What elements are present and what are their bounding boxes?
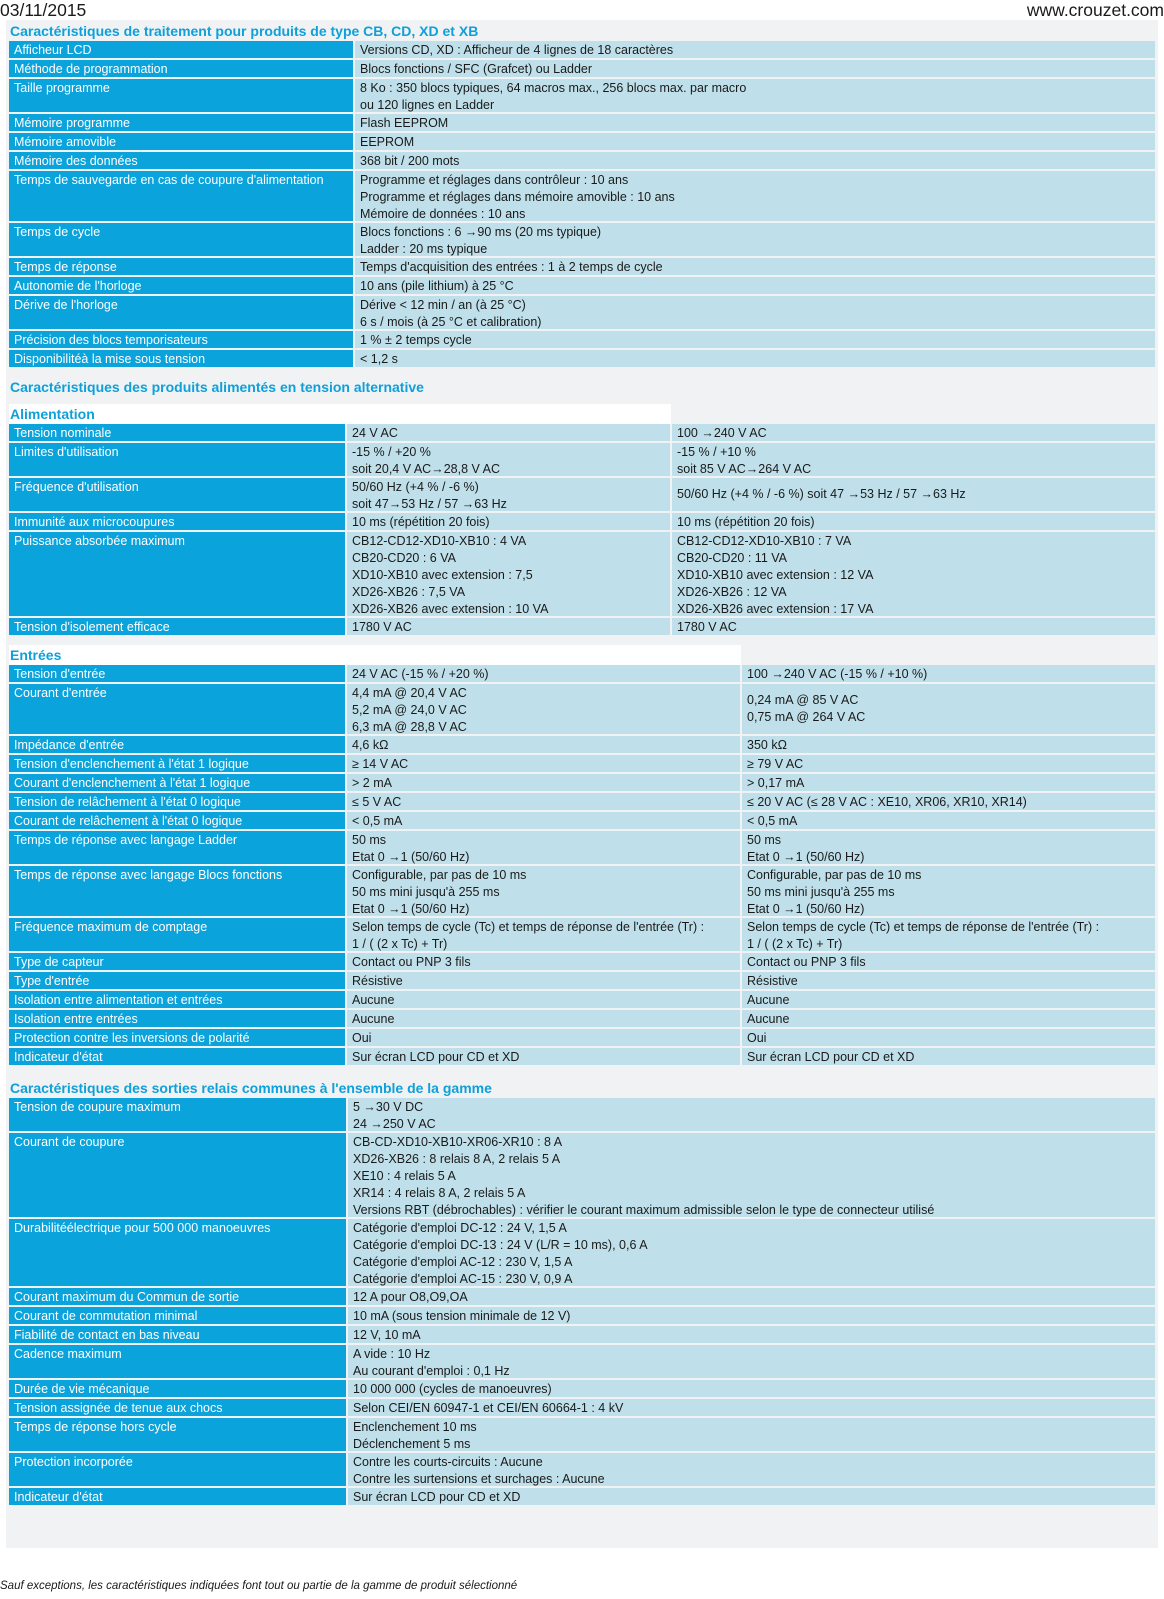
spec-value-line: Aucune bbox=[352, 993, 395, 1007]
spec-row bbox=[9, 1219, 1155, 1288]
spec-value-line: XD26-XB26 avec extension : 17 VA bbox=[677, 602, 874, 616]
spec-value bbox=[742, 991, 1155, 1008]
spec-value-line: Catégorie d'emploi DC-13 : 24 V (L/R = 10 ms), 0,6 A bbox=[353, 1238, 648, 1252]
spec-value-line: A vide : 10 Hz bbox=[353, 1347, 431, 1361]
spec-label: Tension assignée de tenue aux chocs bbox=[9, 1399, 346, 1416]
spec-row bbox=[9, 866, 1155, 918]
spec-value-line: Enclenchement 10 ms bbox=[353, 1420, 477, 1434]
spec-row bbox=[9, 60, 1155, 79]
spec-value-line: 0,24 mA @ 85 V AC bbox=[747, 693, 859, 707]
spec-value bbox=[347, 1010, 740, 1027]
spec-value-line: 4,6 kΩ bbox=[352, 738, 389, 752]
spec-value-line: 12 A pour O8,O9,OA bbox=[353, 1290, 468, 1304]
spec-value-line: 50 ms bbox=[747, 833, 782, 847]
spec-label: Durée de vie mécanique bbox=[9, 1380, 346, 1397]
spec-row bbox=[9, 1029, 1155, 1048]
spec-value bbox=[347, 866, 740, 916]
spec-value-line: 6 s / mois (à 25 °C et calibration) bbox=[360, 315, 542, 329]
spec-value-line: 50 ms mini jusqu'à 255 ms bbox=[352, 885, 500, 899]
spec-value-line: XD26-XB26 avec extension : 10 VA bbox=[352, 602, 549, 616]
spec-row bbox=[9, 1288, 1155, 1307]
spec-value-line: 50/60 Hz (+4 % / -6 %) soit 47 →53 Hz / 57 →63 Hz bbox=[677, 487, 966, 501]
characteristics-sheet bbox=[6, 20, 1158, 1548]
spec-value-line: Contre les surtensions et surchages : Aucune bbox=[353, 1472, 605, 1486]
spec-value-line: Sur écran LCD pour CD et XD bbox=[353, 1490, 521, 1504]
spec-label: Tension de coupure maximum bbox=[9, 1098, 346, 1131]
spec-row bbox=[9, 831, 1155, 866]
spec-value bbox=[347, 532, 670, 616]
spec-value-line: 12 V, 10 mA bbox=[353, 1328, 421, 1342]
spec-value bbox=[672, 513, 1155, 530]
spec-row bbox=[9, 532, 1155, 618]
spec-row bbox=[9, 793, 1155, 812]
spec-value-line: < 1,2 s bbox=[360, 352, 398, 366]
spec-value-line: 1780 V AC bbox=[677, 620, 737, 634]
spec-value-line: 100 →240 V AC bbox=[677, 426, 767, 440]
spec-row bbox=[9, 350, 1155, 369]
spec-value-line: CB20-CD20 : 11 VA bbox=[677, 551, 788, 565]
spec-value bbox=[348, 1453, 1155, 1486]
spec-value-line: 1780 V AC bbox=[352, 620, 412, 634]
spec-value bbox=[742, 918, 1155, 951]
spec-row bbox=[9, 41, 1155, 60]
spec-row bbox=[9, 79, 1155, 114]
processing-table bbox=[9, 41, 1155, 369]
page-header bbox=[0, 0, 1164, 20]
spec-value bbox=[742, 755, 1155, 772]
spec-row bbox=[9, 331, 1155, 350]
spec-value bbox=[347, 736, 740, 753]
spec-value bbox=[742, 774, 1155, 791]
spec-label: Courant d'entrée bbox=[9, 684, 345, 734]
spec-value bbox=[348, 1326, 1155, 1343]
spec-row bbox=[9, 513, 1155, 532]
spec-value bbox=[347, 443, 670, 476]
spec-value-line: EEPROM bbox=[360, 135, 415, 149]
spec-label: Afficheur LCD bbox=[9, 41, 353, 58]
spec-label: Tension d'entrée bbox=[9, 665, 345, 682]
spec-value-line: Résistive bbox=[747, 974, 798, 988]
spec-label: Courant de commutation minimal bbox=[9, 1307, 346, 1324]
spec-value-line: Blocs fonctions / SFC (Grafcet) ou Ladder bbox=[360, 62, 593, 76]
spec-value-line: Dérive < 12 min / an (à 25 °C) bbox=[360, 298, 526, 312]
spec-value-line: soit 20,4 V AC→28,8 V AC bbox=[352, 462, 500, 476]
spec-value bbox=[742, 812, 1155, 829]
spec-value-line: XD26-XB26 : 12 VA bbox=[677, 585, 787, 599]
spec-label: Temps de sauvegarde en cas de coupure d'alimentation bbox=[9, 171, 353, 221]
spec-row bbox=[9, 755, 1155, 774]
spec-row bbox=[9, 1418, 1155, 1453]
spec-value bbox=[742, 1029, 1155, 1046]
spec-value-line: 50 ms mini jusqu'à 255 ms bbox=[747, 885, 895, 899]
spec-value-line: XD26-XB26 : 8 relais 8 A, 2 relais 5 A bbox=[353, 1152, 561, 1166]
spec-value bbox=[348, 1098, 1155, 1131]
spec-value-line: 100 →240 V AC (-15 % / +10 %) bbox=[747, 667, 928, 681]
spec-value-line: 24 V AC bbox=[352, 426, 398, 440]
spec-label: Tension d'enclenchement à l'état 1 logique bbox=[9, 755, 345, 772]
spec-value-line: 50/60 Hz (+4 % / -6 %) bbox=[352, 480, 479, 494]
spec-value bbox=[355, 331, 1155, 348]
spec-value-line: Aucune bbox=[747, 993, 790, 1007]
spec-row bbox=[9, 114, 1155, 133]
spec-value bbox=[347, 774, 740, 791]
spec-value-line: 10 000 000 (cycles de manoeuvres) bbox=[353, 1382, 552, 1396]
print-date: 03/11/2015 bbox=[0, 0, 87, 20]
spec-value bbox=[355, 133, 1155, 150]
spec-value bbox=[347, 918, 740, 951]
spec-value-line: Configurable, par pas de 10 ms bbox=[352, 868, 527, 882]
spec-value-line: 368 bit / 200 mots bbox=[360, 154, 460, 168]
spec-value-line: ou 120 lignes en Ladder bbox=[360, 98, 495, 112]
spec-value-line: soit 85 V AC→264 V AC bbox=[677, 462, 812, 476]
spec-value-line: Programme et réglages dans contrôleur : 10 ans bbox=[360, 173, 629, 187]
spec-label: Protection contre les inversions de polarité bbox=[9, 1029, 345, 1046]
spec-value-line: Sur écran LCD pour CD et XD bbox=[352, 1050, 520, 1064]
spec-label: Tension nominale bbox=[9, 424, 345, 441]
spec-value-line: 5 →30 V DC bbox=[353, 1100, 424, 1114]
spec-value-line: Versions CD, XD : Afficheur de 4 lignes de 18 caractères bbox=[360, 43, 674, 57]
spec-value-line: Mémoire de données : 10 ans bbox=[360, 207, 526, 221]
spec-label: Mémoire amovible bbox=[9, 133, 353, 150]
spec-value-line: Flash EEPROM bbox=[360, 116, 449, 130]
spec-label: Fréquence d'utilisation bbox=[9, 478, 345, 511]
spec-label: Tension d'isolement efficace bbox=[9, 618, 345, 635]
spec-value-line: XR14 : 4 relais 8 A, 2 relais 5 A bbox=[353, 1186, 526, 1200]
spec-value-line: Temps d'acquisition des entrées : 1 à 2 temps de cycle bbox=[360, 260, 663, 274]
spec-value-line: ≤ 5 V AC bbox=[352, 795, 402, 809]
spec-row bbox=[9, 152, 1155, 171]
entrees-table bbox=[9, 665, 1155, 1067]
subsection-entrees-title: Entrées bbox=[9, 645, 741, 665]
spec-value-line: 10 ms (répétition 20 fois) bbox=[677, 515, 815, 529]
spec-value bbox=[742, 665, 1155, 682]
spec-label: Tension de relâchement à l'état 0 logique bbox=[9, 793, 345, 810]
spec-row bbox=[9, 171, 1155, 223]
spec-label: Taille programme bbox=[9, 79, 353, 112]
spec-value bbox=[355, 350, 1155, 367]
spec-row bbox=[9, 1048, 1155, 1067]
section-processing-title: Caractéristiques de traitement pour produits de type CB, CD, XD et XB bbox=[10, 23, 479, 39]
spec-row bbox=[9, 953, 1155, 972]
spec-value bbox=[347, 953, 740, 970]
spec-value bbox=[347, 812, 740, 829]
spec-value-line: XD26-XB26 : 7,5 VA bbox=[352, 585, 466, 599]
spec-label: Type de capteur bbox=[9, 953, 345, 970]
spec-value-line: Catégorie d'emploi AC-12 : 230 V, 1,5 A bbox=[353, 1255, 573, 1269]
spec-value-line: 0,75 mA @ 264 V AC bbox=[747, 710, 866, 724]
spec-value bbox=[348, 1380, 1155, 1397]
spec-value-line: Déclenchement 5 ms bbox=[353, 1437, 471, 1451]
spec-value-line: 1 / ( (2 x Tc) + Tr) bbox=[352, 937, 448, 951]
spec-label: Mémoire programme bbox=[9, 114, 353, 131]
spec-value-line: Etat 0 →1 (50/60 Hz) bbox=[352, 850, 470, 864]
spec-value bbox=[742, 1010, 1155, 1027]
spec-value bbox=[672, 532, 1155, 616]
spec-row bbox=[9, 918, 1155, 953]
spec-row bbox=[9, 258, 1155, 277]
spec-value-line: 8 Ko : 350 blocs typiques, 64 macros max., 256 blocs max. par macro bbox=[360, 81, 747, 95]
spec-value-line: 10 ms (répétition 20 fois) bbox=[352, 515, 490, 529]
spec-value-line: Aucune bbox=[747, 1012, 790, 1026]
spec-label: Indicateur d'état bbox=[9, 1488, 346, 1505]
spec-row bbox=[9, 1488, 1155, 1507]
spec-value bbox=[347, 478, 670, 511]
spec-value bbox=[347, 684, 740, 734]
spec-value-line: Contre les courts-circuits : Aucune bbox=[353, 1455, 543, 1469]
spec-label: Temps de réponse avec langage Ladder bbox=[9, 831, 345, 864]
spec-label: Courant maximum du Commun de sortie bbox=[9, 1288, 346, 1305]
spec-value-line: Oui bbox=[352, 1031, 372, 1045]
spec-value-line: Contact ou PNP 3 fils bbox=[352, 955, 471, 969]
spec-value bbox=[347, 665, 740, 682]
spec-label: Type d'entrée bbox=[9, 972, 345, 989]
spec-label: Isolation entre alimentation et entrées bbox=[9, 991, 345, 1008]
spec-value-line: ≥ 79 V AC bbox=[747, 757, 804, 771]
spec-value bbox=[347, 831, 740, 864]
spec-label: Autonomie de l'horloge bbox=[9, 277, 353, 294]
spec-value-line: Etat 0 →1 (50/60 Hz) bbox=[747, 850, 865, 864]
spec-value bbox=[355, 41, 1155, 58]
spec-row bbox=[9, 972, 1155, 991]
spec-row bbox=[9, 296, 1155, 331]
spec-value-line: Sur écran LCD pour CD et XD bbox=[747, 1050, 915, 1064]
spec-label: Courant de coupure bbox=[9, 1133, 346, 1217]
spec-value bbox=[355, 258, 1155, 275]
spec-row bbox=[9, 424, 1155, 443]
spec-row bbox=[9, 812, 1155, 831]
spec-row bbox=[9, 1399, 1155, 1418]
spec-row bbox=[9, 1380, 1155, 1399]
spec-value bbox=[348, 1345, 1155, 1378]
spec-value-line: Contact ou PNP 3 fils bbox=[747, 955, 866, 969]
spec-value bbox=[347, 1048, 740, 1065]
spec-label: Protection incorporée bbox=[9, 1453, 346, 1486]
spec-value bbox=[355, 114, 1155, 131]
spec-row bbox=[9, 991, 1155, 1010]
spec-value bbox=[672, 618, 1155, 635]
spec-value bbox=[355, 152, 1155, 169]
spec-value-line: CB12-CD12-XD10-XB10 : 4 VA bbox=[352, 534, 527, 548]
spec-row bbox=[9, 133, 1155, 152]
spec-row bbox=[9, 1098, 1155, 1133]
spec-value-line: Etat 0 →1 (50/60 Hz) bbox=[352, 902, 470, 916]
spec-value-line: 1 % ± 2 temps cycle bbox=[360, 333, 472, 347]
spec-value bbox=[742, 866, 1155, 916]
spec-label: Cadence maximum bbox=[9, 1345, 346, 1378]
spec-row bbox=[9, 478, 1155, 513]
spec-value-line: XE10 : 4 relais 5 A bbox=[353, 1169, 456, 1183]
spec-value bbox=[355, 296, 1155, 329]
spec-value-line: -15 % / +10 % bbox=[677, 445, 756, 459]
spec-value bbox=[347, 793, 740, 810]
subsection-alimentation-title: Alimentation bbox=[9, 404, 671, 424]
spec-label: Précision des blocs temporisateurs bbox=[9, 331, 353, 348]
spec-value-line: 10 ans (pile lithium) à 25 °C bbox=[360, 279, 514, 293]
spec-label: Temps de réponse avec langage Blocs fonctions bbox=[9, 866, 345, 916]
section-ac-title: Caractéristiques des produits alimentés en tension alternative bbox=[10, 379, 424, 395]
spec-value-line: Programme et réglages dans mémoire amovible : 10 ans bbox=[360, 190, 675, 204]
spec-value-line: Au courant d'emploi : 0,1 Hz bbox=[353, 1364, 510, 1378]
spec-value-line: soit 47→53 Hz / 57 →63 Hz bbox=[352, 497, 507, 511]
spec-value-line: XD10-XB10 avec extension : 12 VA bbox=[677, 568, 874, 582]
spec-value-line: CB-CD-XD10-XB10-XR06-XR10 : 8 A bbox=[353, 1135, 563, 1149]
section-relay-title: Caractéristiques des sorties relais communes à l'ensemble de la gamme bbox=[10, 1080, 492, 1096]
spec-value-line: Résistive bbox=[352, 974, 403, 988]
spec-value-line: -15 % / +20 % bbox=[352, 445, 431, 459]
spec-label: Méthode de programmation bbox=[9, 60, 353, 77]
spec-value-line: Aucune bbox=[352, 1012, 395, 1026]
spec-row bbox=[9, 443, 1155, 478]
spec-value bbox=[742, 684, 1155, 734]
spec-label: Mémoire des données bbox=[9, 152, 353, 169]
spec-label: Immunité aux microcoupures bbox=[9, 513, 345, 530]
spec-value-line: 1 / ( (2 x Tc) + Tr) bbox=[747, 937, 843, 951]
spec-label: Dérive de l'horloge bbox=[9, 296, 353, 329]
spec-row bbox=[9, 618, 1155, 637]
spec-value-line: 5,2 mA @ 24,0 V AC bbox=[352, 703, 467, 717]
spec-label: Temps de réponse hors cycle bbox=[9, 1418, 346, 1451]
spec-value bbox=[672, 443, 1155, 476]
spec-value-line: 24 →250 V AC bbox=[353, 1117, 436, 1131]
spec-row bbox=[9, 223, 1155, 258]
spec-value bbox=[348, 1399, 1155, 1416]
spec-value bbox=[672, 424, 1155, 441]
spec-value-line: > 0,17 mA bbox=[747, 776, 805, 790]
spec-label: Fréquence maximum de comptage bbox=[9, 918, 345, 951]
spec-value bbox=[742, 793, 1155, 810]
spec-row bbox=[9, 1453, 1155, 1488]
spec-value bbox=[355, 223, 1155, 256]
spec-value-line: Selon temps de cycle (Tc) et temps de réponse de l'entrée (Tr) : bbox=[747, 920, 1100, 934]
spec-row bbox=[9, 736, 1155, 755]
spec-value-line: 50 ms bbox=[352, 833, 387, 847]
spec-row bbox=[9, 774, 1155, 793]
spec-label: Indicateur d'état bbox=[9, 1048, 345, 1065]
spec-value-line: ≤ 20 V AC (≤ 28 V AC : XE10, XR06, XR10, XR14) bbox=[747, 795, 1027, 809]
spec-label: Temps de cycle bbox=[9, 223, 353, 256]
spec-value-line: XD10-XB10 avec extension : 7,5 bbox=[352, 568, 533, 582]
spec-value bbox=[347, 755, 740, 772]
spec-label: Isolation entre entrées bbox=[9, 1010, 345, 1027]
relay-outputs-table bbox=[9, 1098, 1155, 1507]
spec-value bbox=[348, 1488, 1155, 1505]
spec-value-line: 4,4 mA @ 20,4 V AC bbox=[352, 686, 467, 700]
spec-value-line: ≥ 14 V AC bbox=[352, 757, 409, 771]
spec-value bbox=[347, 1029, 740, 1046]
spec-label: Durabilitéélectrique pour 500 000 manoeuvres bbox=[9, 1219, 346, 1286]
spec-label: Courant de relâchement à l'état 0 logique bbox=[9, 812, 345, 829]
spec-row bbox=[9, 665, 1155, 684]
spec-row bbox=[9, 1345, 1155, 1380]
spec-value bbox=[348, 1288, 1155, 1305]
spec-value bbox=[347, 424, 670, 441]
spec-value bbox=[355, 277, 1155, 294]
spec-value-line: < 0,5 mA bbox=[747, 814, 798, 828]
spec-label: Disponibilitéà la mise sous tension bbox=[9, 350, 353, 367]
spec-value bbox=[742, 1048, 1155, 1065]
spec-value bbox=[355, 171, 1155, 221]
site-url: www.crouzet.com bbox=[1026, 0, 1164, 20]
spec-value bbox=[347, 513, 670, 530]
spec-value-line: CB12-CD12-XD10-XB10 : 7 VA bbox=[677, 534, 852, 548]
spec-row bbox=[9, 1326, 1155, 1345]
spec-value-line: 10 mA (sous tension minimale de 12 V) bbox=[353, 1309, 571, 1323]
spec-row bbox=[9, 277, 1155, 296]
spec-value-line: 24 V AC (-15 % / +20 %) bbox=[352, 667, 489, 681]
spec-value bbox=[348, 1307, 1155, 1324]
spec-value bbox=[348, 1418, 1155, 1451]
spec-value bbox=[742, 831, 1155, 864]
spec-value bbox=[672, 478, 1155, 511]
spec-value bbox=[355, 79, 1155, 112]
spec-row bbox=[9, 684, 1155, 736]
spec-value bbox=[347, 618, 670, 635]
spec-value-line: CB20-CD20 : 6 VA bbox=[352, 551, 456, 565]
spec-value bbox=[347, 972, 740, 989]
spec-row bbox=[9, 1307, 1155, 1326]
spec-label: Fiabilité de contact en bas niveau bbox=[9, 1326, 346, 1343]
spec-label: Impédance d'entrée bbox=[9, 736, 345, 753]
spec-value-line: Configurable, par pas de 10 ms bbox=[747, 868, 922, 882]
spec-value bbox=[347, 991, 740, 1008]
spec-value-line: > 2 mA bbox=[352, 776, 392, 790]
spec-label: Puissance absorbée maximum bbox=[9, 532, 345, 616]
spec-value-line: Catégorie d'emploi AC-15 : 230 V, 0,9 A bbox=[353, 1272, 573, 1286]
spec-label: Courant d'enclenchement à l'état 1 logique bbox=[9, 774, 345, 791]
spec-value bbox=[348, 1219, 1155, 1286]
spec-value bbox=[742, 953, 1155, 970]
spec-value-line: Etat 0 →1 (50/60 Hz) bbox=[747, 902, 865, 916]
spec-value bbox=[742, 736, 1155, 753]
spec-value-line: 350 kΩ bbox=[747, 738, 787, 752]
footer-note: Sauf exceptions, les caractéristiques indiquées font tout ou partie de la gamme de produit sélectionné bbox=[0, 1580, 518, 1592]
spec-value bbox=[742, 972, 1155, 989]
spec-value-line: Blocs fonctions : 6 →90 ms (20 ms typique) bbox=[360, 225, 602, 239]
spec-value-line: Catégorie d'emploi DC-12 : 24 V, 1,5 A bbox=[353, 1221, 567, 1235]
spec-row bbox=[9, 1010, 1155, 1029]
spec-value-line: Selon CEI/EN 60947-1 et CEI/EN 60664-1 : 4 kV bbox=[353, 1401, 624, 1415]
spec-label: Temps de réponse bbox=[9, 258, 353, 275]
spec-value-line: Selon temps de cycle (Tc) et temps de réponse de l'entrée (Tr) : bbox=[352, 920, 705, 934]
spec-value bbox=[348, 1133, 1155, 1217]
spec-value-line: Versions RBT (débrochables) : vérifier le courant maximum admissible selon le type de connecteur utilisé bbox=[353, 1203, 935, 1217]
alimentation-table bbox=[9, 424, 1155, 637]
spec-value-line: 6,3 mA @ 28,8 V AC bbox=[352, 720, 467, 734]
spec-value-line: < 0,5 mA bbox=[352, 814, 403, 828]
spec-value-line: Ladder : 20 ms typique bbox=[360, 242, 488, 256]
spec-row bbox=[9, 1133, 1155, 1219]
spec-value-line: Oui bbox=[747, 1031, 767, 1045]
spec-label: Limites d'utilisation bbox=[9, 443, 345, 476]
spec-value bbox=[355, 60, 1155, 77]
